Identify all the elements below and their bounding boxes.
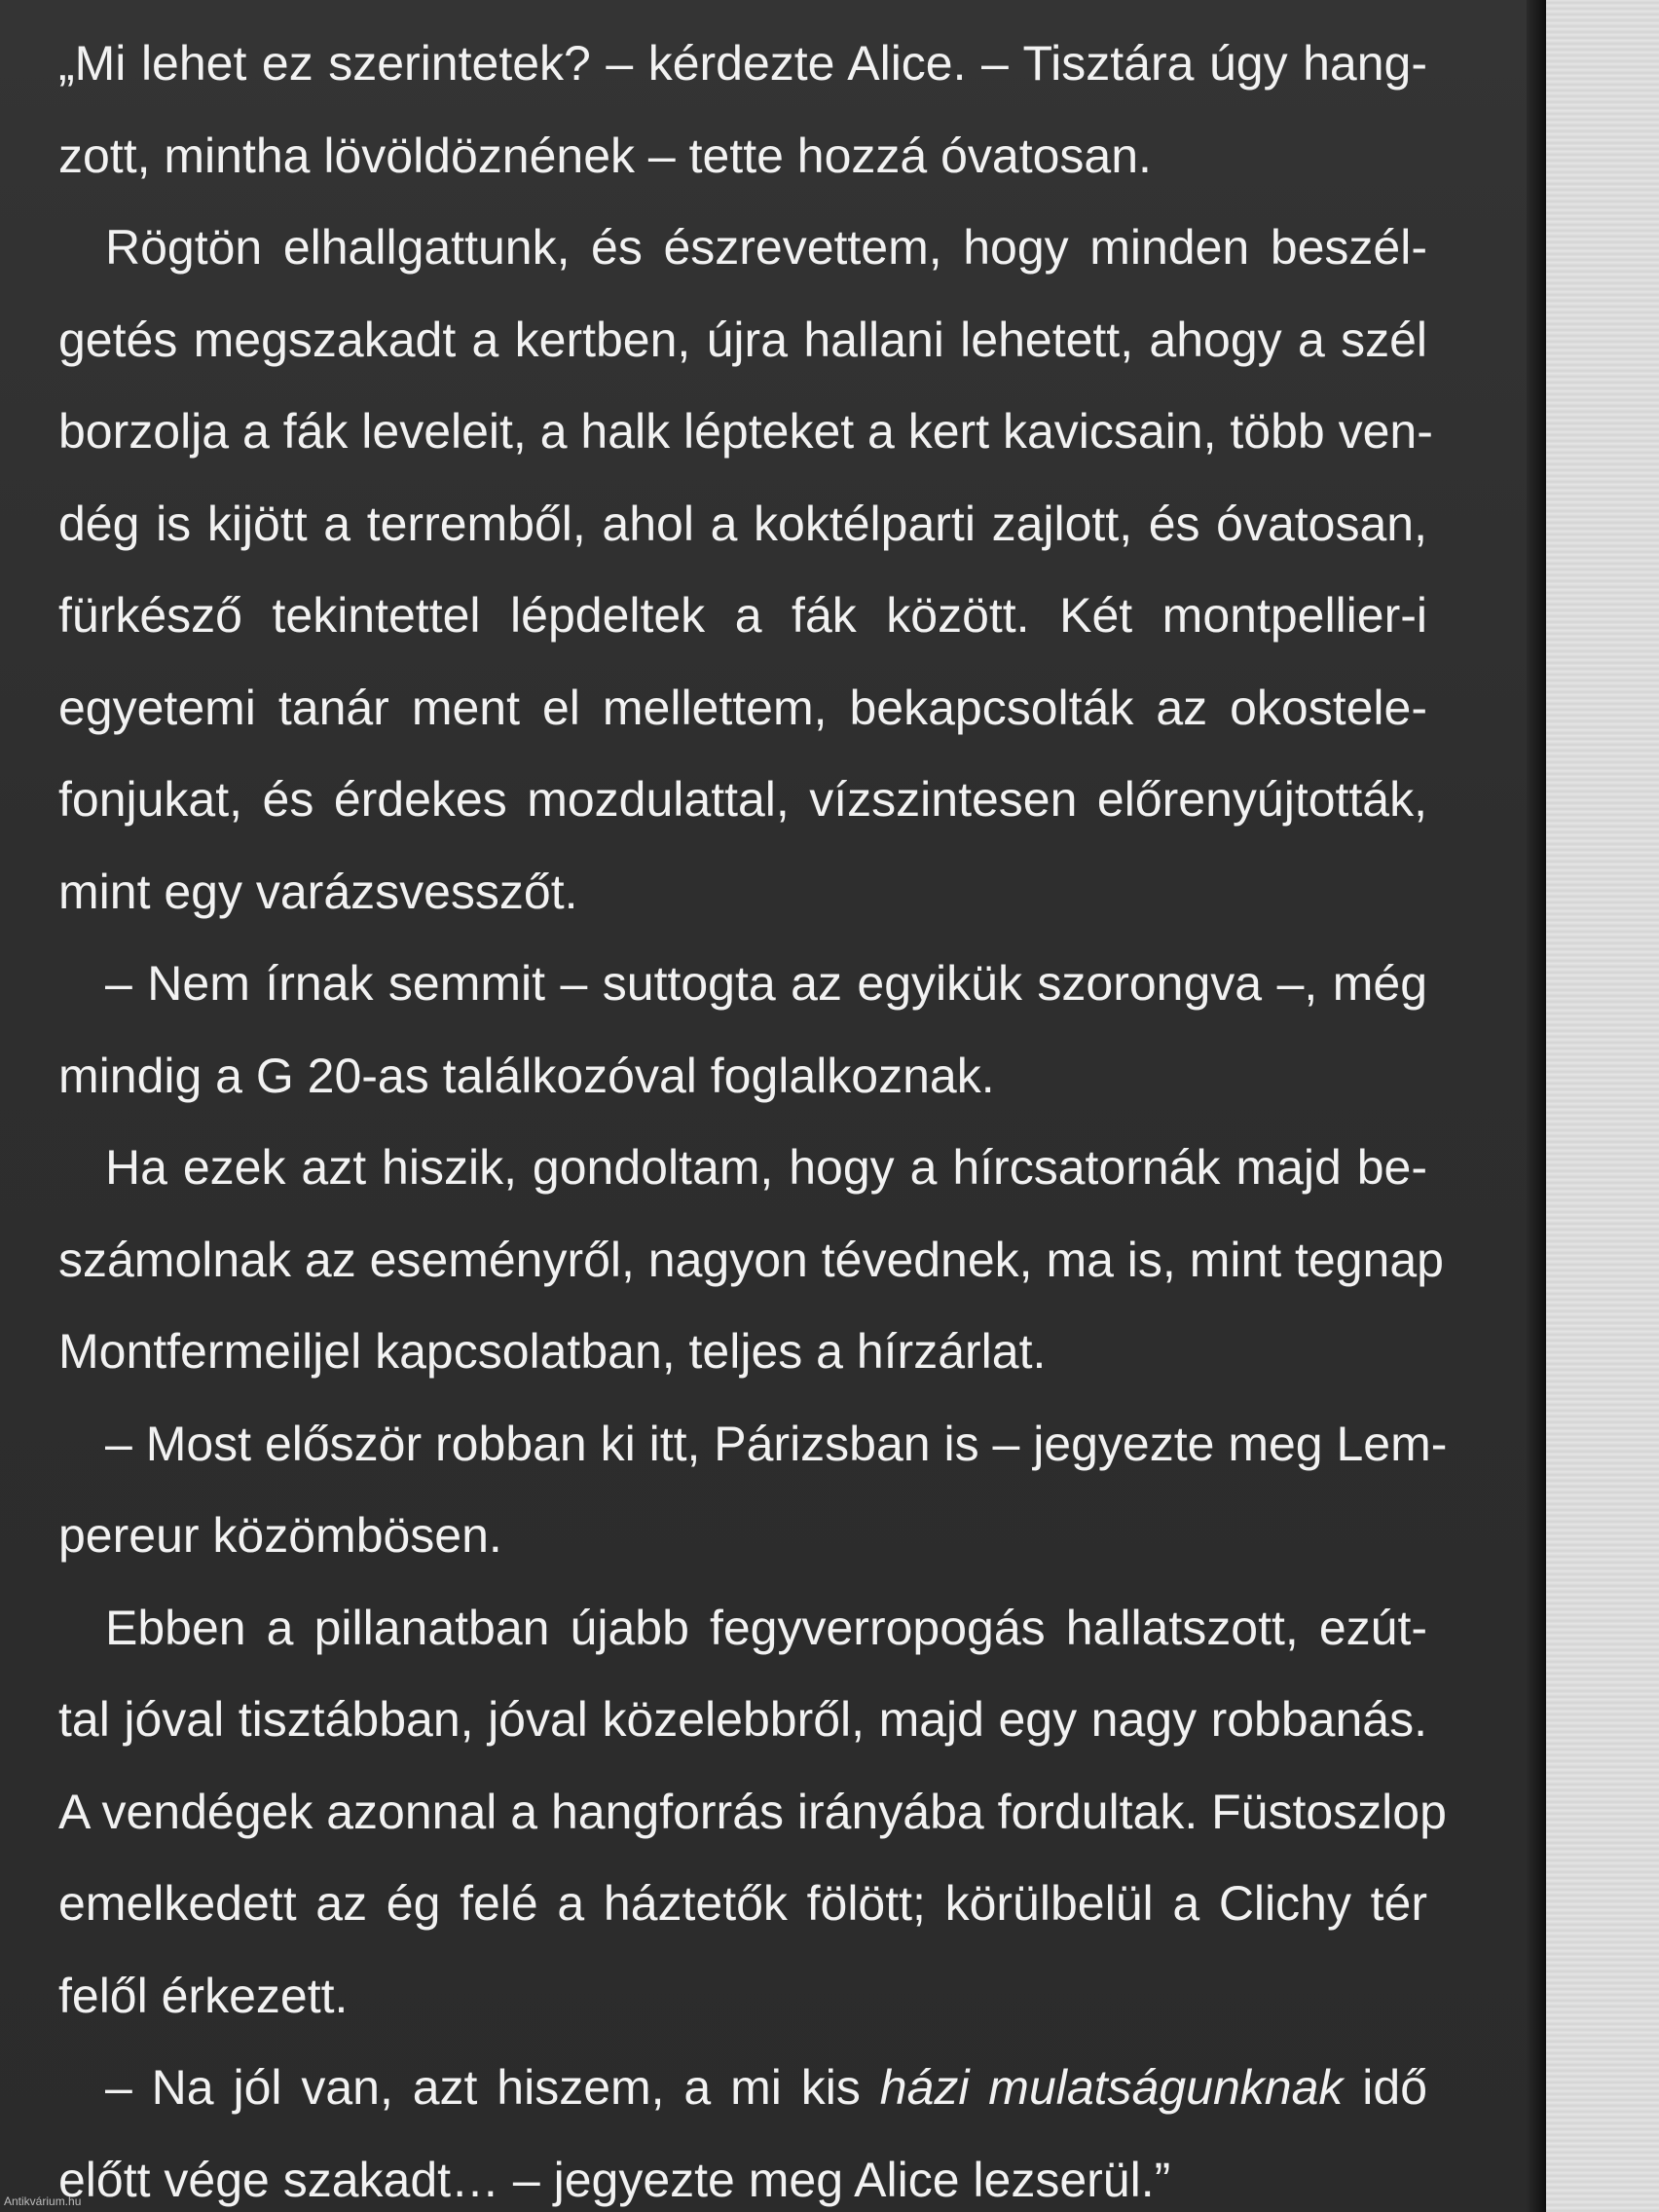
text-line: emelkedett az ég felé a háztetők fölött; körülbelül a Clichy tér <box>58 1876 1427 1931</box>
text-line: pereur közömbösen. <box>58 1508 502 1563</box>
text-line: getés megszakadt a kertben, újra hallani lehetett, ahogy a szél <box>58 312 1427 367</box>
text-line: fonjukat, és érdekes mozdulattal, vízszintesen előrenyújtották, <box>58 772 1427 827</box>
text-line-mixed <box>58 2042 1427 2134</box>
text-line: Rögtön elhallgattunk, és észrevettem, hogy minden beszél- <box>105 220 1427 275</box>
text-line: tal jóval tisztábban, jóval közelebbről, majd egy nagy robbanás. <box>58 1692 1427 1747</box>
watermark-label: Antikvárium.hu <box>4 2194 82 2208</box>
text-line: fürkésző tekintettel lépdeltek a fák között. Két montpellier-i <box>58 588 1427 643</box>
text-line: Ha ezek azt hiszik, gondoltam, hogy a hírcsatornák majd be- <box>105 1140 1427 1195</box>
text-line: A vendégek azonnal a hangforrás irányába fordultak. Füstoszlop <box>58 1784 1447 1839</box>
text-line: – Most először robban ki itt, Párizsban is – jegyezte meg Lem- <box>105 1416 1448 1471</box>
text-line: egyetemi tanár ment el mellettem, bekapcsolták az okostele- <box>58 680 1427 735</box>
text-line: zott, mintha lövöldöznének – tette hozzá óvatosan. <box>58 128 1152 183</box>
excerpt-text <box>58 18 1448 2212</box>
text-segment: – Na jól van, azt hiszem, a mi kis <box>105 2060 880 2115</box>
cover-edge-shadow <box>1527 0 1546 2212</box>
closing-line: előtt vége szakadt… – jegyezte meg Alice lezserül.” <box>58 2152 1171 2207</box>
text-line: számolnak az eseményről, nagyon tévednek, ma is, mint tegnap <box>58 1232 1444 1287</box>
page-edges <box>1546 0 1659 2212</box>
text-line: mindig a G 20-as találkozóval foglalkoznak. <box>58 1048 995 1103</box>
text-line: Ebben a pillanatban újabb fegyverropogás hallatszott, ezút- <box>105 1600 1427 1655</box>
italic-phrase: házi mulatságunknak <box>879 2060 1344 2115</box>
text-line: mint egy varázsvesszőt. <box>58 864 578 919</box>
text-line: – Nem írnak semmit – suttogta az egyikük szorongva –, még <box>105 956 1427 1011</box>
text-line: Montfermeiljel kapcsolatban, teljes a hírzárlat. <box>58 1324 1047 1379</box>
text-line: dég is kijött a terremből, ahol a koktélparti zajlott, és óvatosan, <box>58 496 1427 551</box>
text-line: borzolja a fák leveleit, a halk lépteket a kert kavicsain, több ven- <box>58 404 1433 459</box>
text-line: „Mi lehet ez szerintetek? – kérdezte Alice. – Tisztára úgy hang- <box>58 36 1427 91</box>
text-line: felől érkezett. <box>58 1968 349 2023</box>
text-segment: idő <box>1343 2060 1427 2115</box>
